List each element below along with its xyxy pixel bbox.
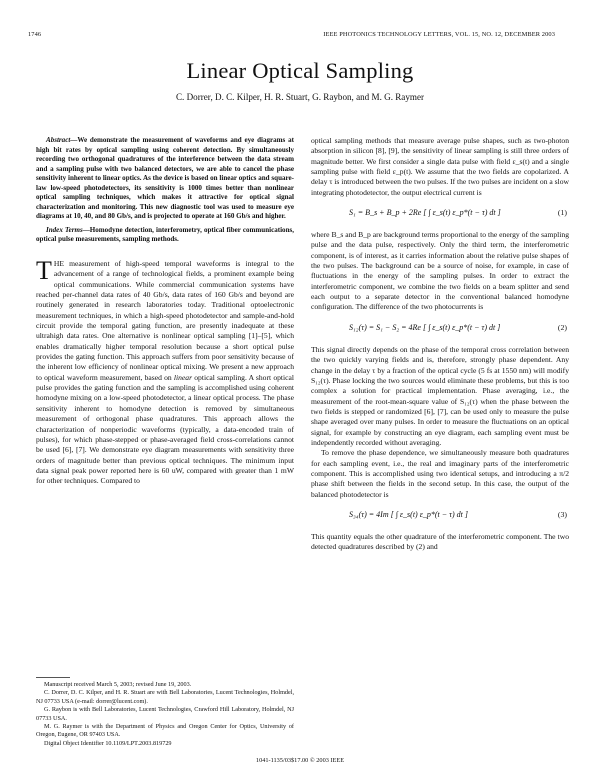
- equation-1-number: (1): [557, 208, 567, 218]
- page-number: 1746: [28, 31, 42, 38]
- equation-3-number: (3): [557, 509, 567, 519]
- equation-1: [311, 201, 569, 227]
- left-column: [36, 136, 294, 487]
- right-paragraph-5: This quantity equals the other quadrature of the interferometric component. The two detected quadratures described by (2) and: [311, 531, 569, 552]
- author-list: C. Dorrer, D. C. Kilper, H. R. Stuart, G. Raybon, and M. G. Raymer: [175, 92, 425, 102]
- equation-2: [311, 316, 569, 342]
- footnote: C. Dorrer, D. C. Kilper, and H. R. Stuart are with Bell Laboratories, Lucent Technologies, Holmdel, NJ 07733 USA (e-mail: dorrer@lucent.com).: [36, 689, 294, 705]
- equation-3: [311, 503, 569, 529]
- abstract-label: Abstract: [46, 136, 71, 144]
- copyright-line: 1041-1135/03$17.00 © 2003 IEEE: [255, 757, 345, 764]
- journal-header: IEEE PHOTONICS TECHNOLOGY LETTERS, VOL. 15, NO. 12, DECEMBER 2003: [323, 31, 555, 38]
- right-paragraph-4: To remove the phase dependence, we simultaneously measure both quadratures for each sampling event, i.e., the real and imaginary parts of the interferometric component. This is accomplished using two identical setups, and introducing a π/2 phase shift between the fields in the second setup. In this case, the output of the balanced photodetector is: [311, 448, 569, 499]
- footnote: Manuscript received March 5, 2003; revised June 19, 2003.: [44, 681, 192, 688]
- paper-title: Linear Optical Sampling: [186, 58, 414, 83]
- right-column: [311, 136, 569, 553]
- footnote: M. G. Raymer is with the Department of Physics and Oregon Center for Optics, University of Oregon, Eugene, OR 97403 USA.: [36, 723, 294, 739]
- abstract-text: We demonstrate the measurement of waveforms and eye diagrams at high bit rates by optical sampling using coherent detection. By simultaneously recording two orthogonal quadratures of the interference between the data stream and a sampling pulse with two balanced detectors, we are able to cancel the phase sensitivity inherent to linear optics. As the device is based on linear optics and square-law low-speed photodetectors, its sensitivity is 1000 times better than nonlinear optical sampling techniques, which makes it attractive for optical signal characterization and monitoring. This new diagnostic tool was used to measure eye diagrams at 10, 40, and 80 Gb/s, and is projected to operate at 160 Gb/s and higher.: [36, 136, 294, 221]
- index-terms: Index Terms—Homodyne detection, interferometry, optical fiber communications, optical pulse measurements, sampling methods.: [36, 225, 294, 244]
- equation-1-expression: S₁ = B_s + B_p + 2Re [ ∫ ε_s(t) ε_p*(t − τ) dt ]: [349, 208, 501, 218]
- footnotes: [36, 681, 294, 748]
- index-terms-text: Homodyne detection, interferometry, optical fiber communications, optical pulse measurements, sampling methods.: [36, 225, 294, 244]
- intro-text-1: measurement of high-speed temporal waveforms is integral to the advancement of a range of technological fields, a prominent example being optical communications. While commercial communication systems have reached per-channel data rates of 40 Gb/s, data rates of 160 Gb/s and beyond are routinely generated in research laboratories today. Traditional optoelectronic measurement techniques, in which a high-speed photodetector and sample-and-hold circuit provide the temporal gating function, are presently inadequate at these ultrahigh data rates. One alternative is nonlinear optical sampling [1]–[5], which enables dramatically higher temporal resolution because a short optical pulse provides the gating function. This approach suffers from poor sensitivity because of the inherent low efficiency of nonlinear optical mixing. We present a new approach to optical waveform measurement, based on: [36, 259, 294, 382]
- drop-cap: T: [36, 256, 52, 286]
- right-paragraph-3: This signal directly depends on the phase of the temporal cross correlation between the two quickly varying fields and is, therefore, strongly phase dependent. Any change in the delay τ by a fraction of the optical cycle (5 fs at 1550 nm) will modify S₁₂(τ). Phase locking the two sources would eliminate these problems, but this is too complex a solution for practical implementation. Phase averaging, i.e., the measurement of the root-mean-square value of S₁₂(τ) when the phase between the two fields is stepped or randomized [6], [7], can be used only to measure the pulse shape averaged over many pulses. In order to measure the fluctuations on an optical signal, for example by constructing an eye diagram, each sampling event must be independently recorded without averaging.: [311, 344, 569, 447]
- footnote: Digital Object Identifier 10.1109/LPT.2003.819729: [44, 739, 172, 747]
- right-paragraph-1: optical sampling methods that measure average pulse shapes, such as two-photon absorption in silicon [8], [9], the sensitivity of linear sampling is still three orders of magnitude better. We first consider a single data pulse with field ε_s(t) and a single sampling pulse with field ε_p(t). We assume that the two fields are copolarized. A delay τ is introduced between the two pulses. If the two pulses are incident on a slow integrating photodetector, the output electrical current is: [311, 136, 570, 197]
- footnote: G. Raybon is with Bell Laboratories, Lucent Technologies, Crawford Hill Laboratory, Holmdel, NJ 07733 USA.: [36, 706, 294, 722]
- intro-text-2: optical sampling. A short optical pulse provides the gating function and the sampling is accomplished using coherent homodyne mixing on a low-speed photodetector, a linear optical process. The phase sensitivity inherent to homodyne detection is removed by simultaneous measurement of orthogonal phase quadratures. This approach allows the characterization of nonperiodic waveforms (typically, a data-encoded train of pulses), for which phase-stepped or phase-averaged field cross-correlations cannot be used [6], [7]. We demonstrate eye diagram measurements with sensitivity three orders of magnitude better than previous optical techniques. The minimum input data signal peak power reported here is 60 uW, compared with greater than 1 mW for other techniques. Compared to: [36, 372, 294, 486]
- equation-2-expression: S₁₂(τ) = S₁ − S₂ = 4Re [ ∫ ε_s(t) ε_p*(t − τ) dt ]: [349, 322, 501, 332]
- equation-2-number: (2): [557, 322, 567, 332]
- intro-smallcaps: HE: [53, 259, 65, 269]
- index-terms-label: Index Terms: [46, 225, 83, 234]
- footnote-rule: [36, 677, 70, 678]
- intro-italic: linear: [173, 372, 193, 382]
- abstract: Abstract—We demonstrate the measurement of waveforms and eye diagrams at high bit rates by optical sampling using coherent detection. By simultaneously recording two orthogonal quadratures of the interference between the data stream and a sampling pulse with two balanced detectors, we are able to cancel the phase sensitivity inherent to linear optics. As the device is based on linear optics and square-law low-speed photodetectors, its sensitivity is 1000 times better than nonlinear optical sampling techniques, which makes it attractive for optical signal characterization and monitoring. This new diagnostic tool was used to measure eye diagrams at 10, 40, and 80 Gb/s, and is projected to operate at 160 Gb/s and higher.: [36, 136, 294, 221]
- intro-paragraph: [36, 256, 294, 487]
- right-paragraph-2: where B_s and B_p are background terms proportional to the energy of the sampling pulse and the data pulse, respectively. Only the third term, the interferometric component, is of interest, as it carries information about the relative pulse shapes of the two pulses. The background can be a source of noise, for example, in case of fluctuations in the energy of the sampling pulses. In order to extract the interferometric component, we combine the two fields on a beam splitter and send each output to a separate detector in the conventional balanced homodyne configuration. The difference of the two photocurrents is: [311, 230, 569, 312]
- equation-3-expression: S₃₄(τ) = 4Im [ ∫ ε_s(t) ε_p*(t − τ) dt ]: [349, 509, 469, 519]
